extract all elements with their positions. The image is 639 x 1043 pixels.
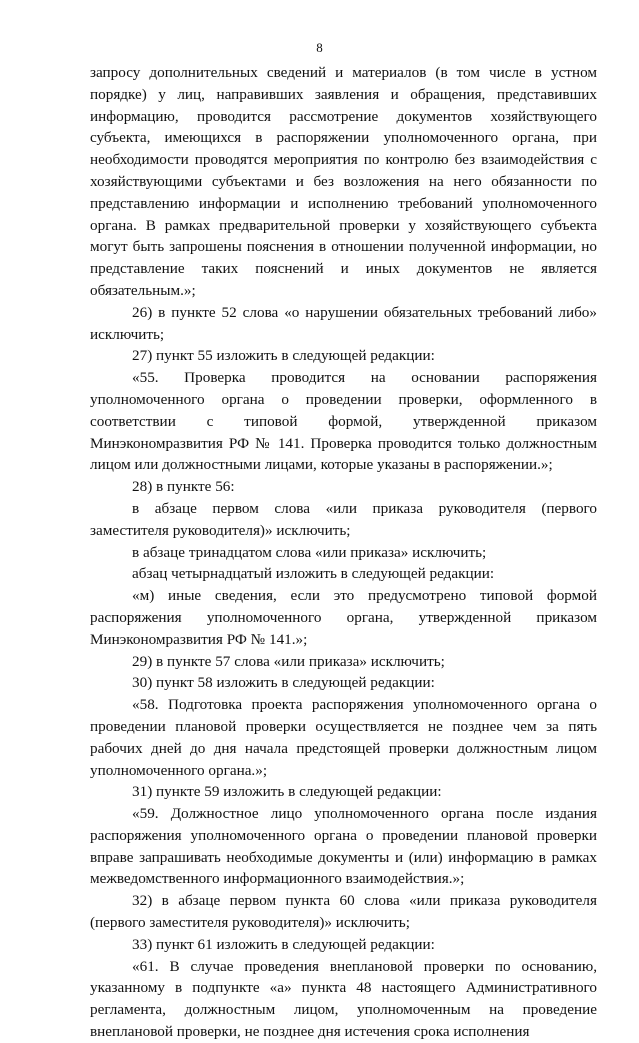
paragraph: «м) иные сведения, если это предусмотрено типовой формой распоряжения уполномоченного органа, утвержденной приказом Минэкономразвития РФ № 141.»; — [90, 587, 597, 648]
paragraph: «59. Должностное лицо уполномоченного органа после издания распоряжения уполномоченного органа о проведении плановой проверки вправе запрашивать необходимые документы и (или) информацию в рамках межведомственного информационного взаимодействия.»; — [90, 805, 597, 888]
paragraph: 32) в абзаце первом пункта 60 слова «или приказа руководителя (первого заместителя руководителя)» исключить; — [90, 892, 597, 932]
paragraph: 33) пункт 61 изложить в следующей редакции: — [132, 935, 435, 953]
paragraph: запросу дополнительных сведений и материалов (в том числе в устном порядке) у лиц, направивших заявления и обращения, представивших информацию, проводится рассмотрение документов хозяйствующего субъекта, имеющихся в распоряжении уполномоченного органа, при необходимости проводятся мероприятия по контролю без взаимодействия с хозяйствующими субъектами и без возложения на него обязанности по представлению информации и исполнению требований уполномоченного органа. В рамках предварительной проверки у хозяйствующего субъекта могут быть запрошены пояснения в отношении полученной информации, но представление таких пояснений и иных документов не является обязательным.»; — [90, 64, 597, 299]
document-body — [90, 62, 597, 1043]
paragraph: 28) в пункте 56: — [132, 478, 235, 496]
paragraph: 27) пункт 55 изложить в следующей редакции: — [132, 347, 435, 365]
paragraph: абзац четырнадцатый изложить в следующей редакции: — [132, 565, 495, 583]
page-number: 8 — [316, 40, 323, 55]
paragraph: в абзаце тринадцатом слова «или приказа» исключить; — [132, 543, 487, 561]
paragraph: 31) пункте 59 изложить в следующей редакции: — [132, 783, 442, 801]
paragraph: 29) в пункте 57 слова «или приказа» исключить; — [132, 652, 445, 670]
paragraph: «55. Проверка проводится на основании распоряжения уполномоченного органа о проведении проверки, оформленного в соответствии с типовой формой, утвержденной приказом Минэкономразвития РФ № 141. Проверка проводится только должностным лицом или должностными лицами, которые указаны в распоряжении.»; — [90, 369, 597, 474]
paragraph: «61. В случае проведения внеплановой проверки по основанию, указанному в подпункте «а» пункта 48 настоящего Административного регламента, должностным лицом, уполномоченным на проведение внеплановой проверки, не позднее дня истечения срока исполнения — [90, 957, 597, 1041]
paragraph: 26) в пункте 52 слова «о нарушении обязательных требований либо» исключить; — [90, 303, 597, 343]
paragraph: в абзаце первом слова «или приказа руководителя (первого заместителя руководителя)» исключить; — [90, 499, 597, 539]
paragraph: «58. Подготовка проекта распоряжения уполномоченного органа о проведении плановой проверки осуществляется не позднее чем за пять рабочих дней до дня начала предстоящей проверки должностным лицом уполномоченного органа.»; — [90, 696, 597, 779]
paragraph: 30) пункт 58 изложить в следующей редакции: — [132, 674, 435, 692]
